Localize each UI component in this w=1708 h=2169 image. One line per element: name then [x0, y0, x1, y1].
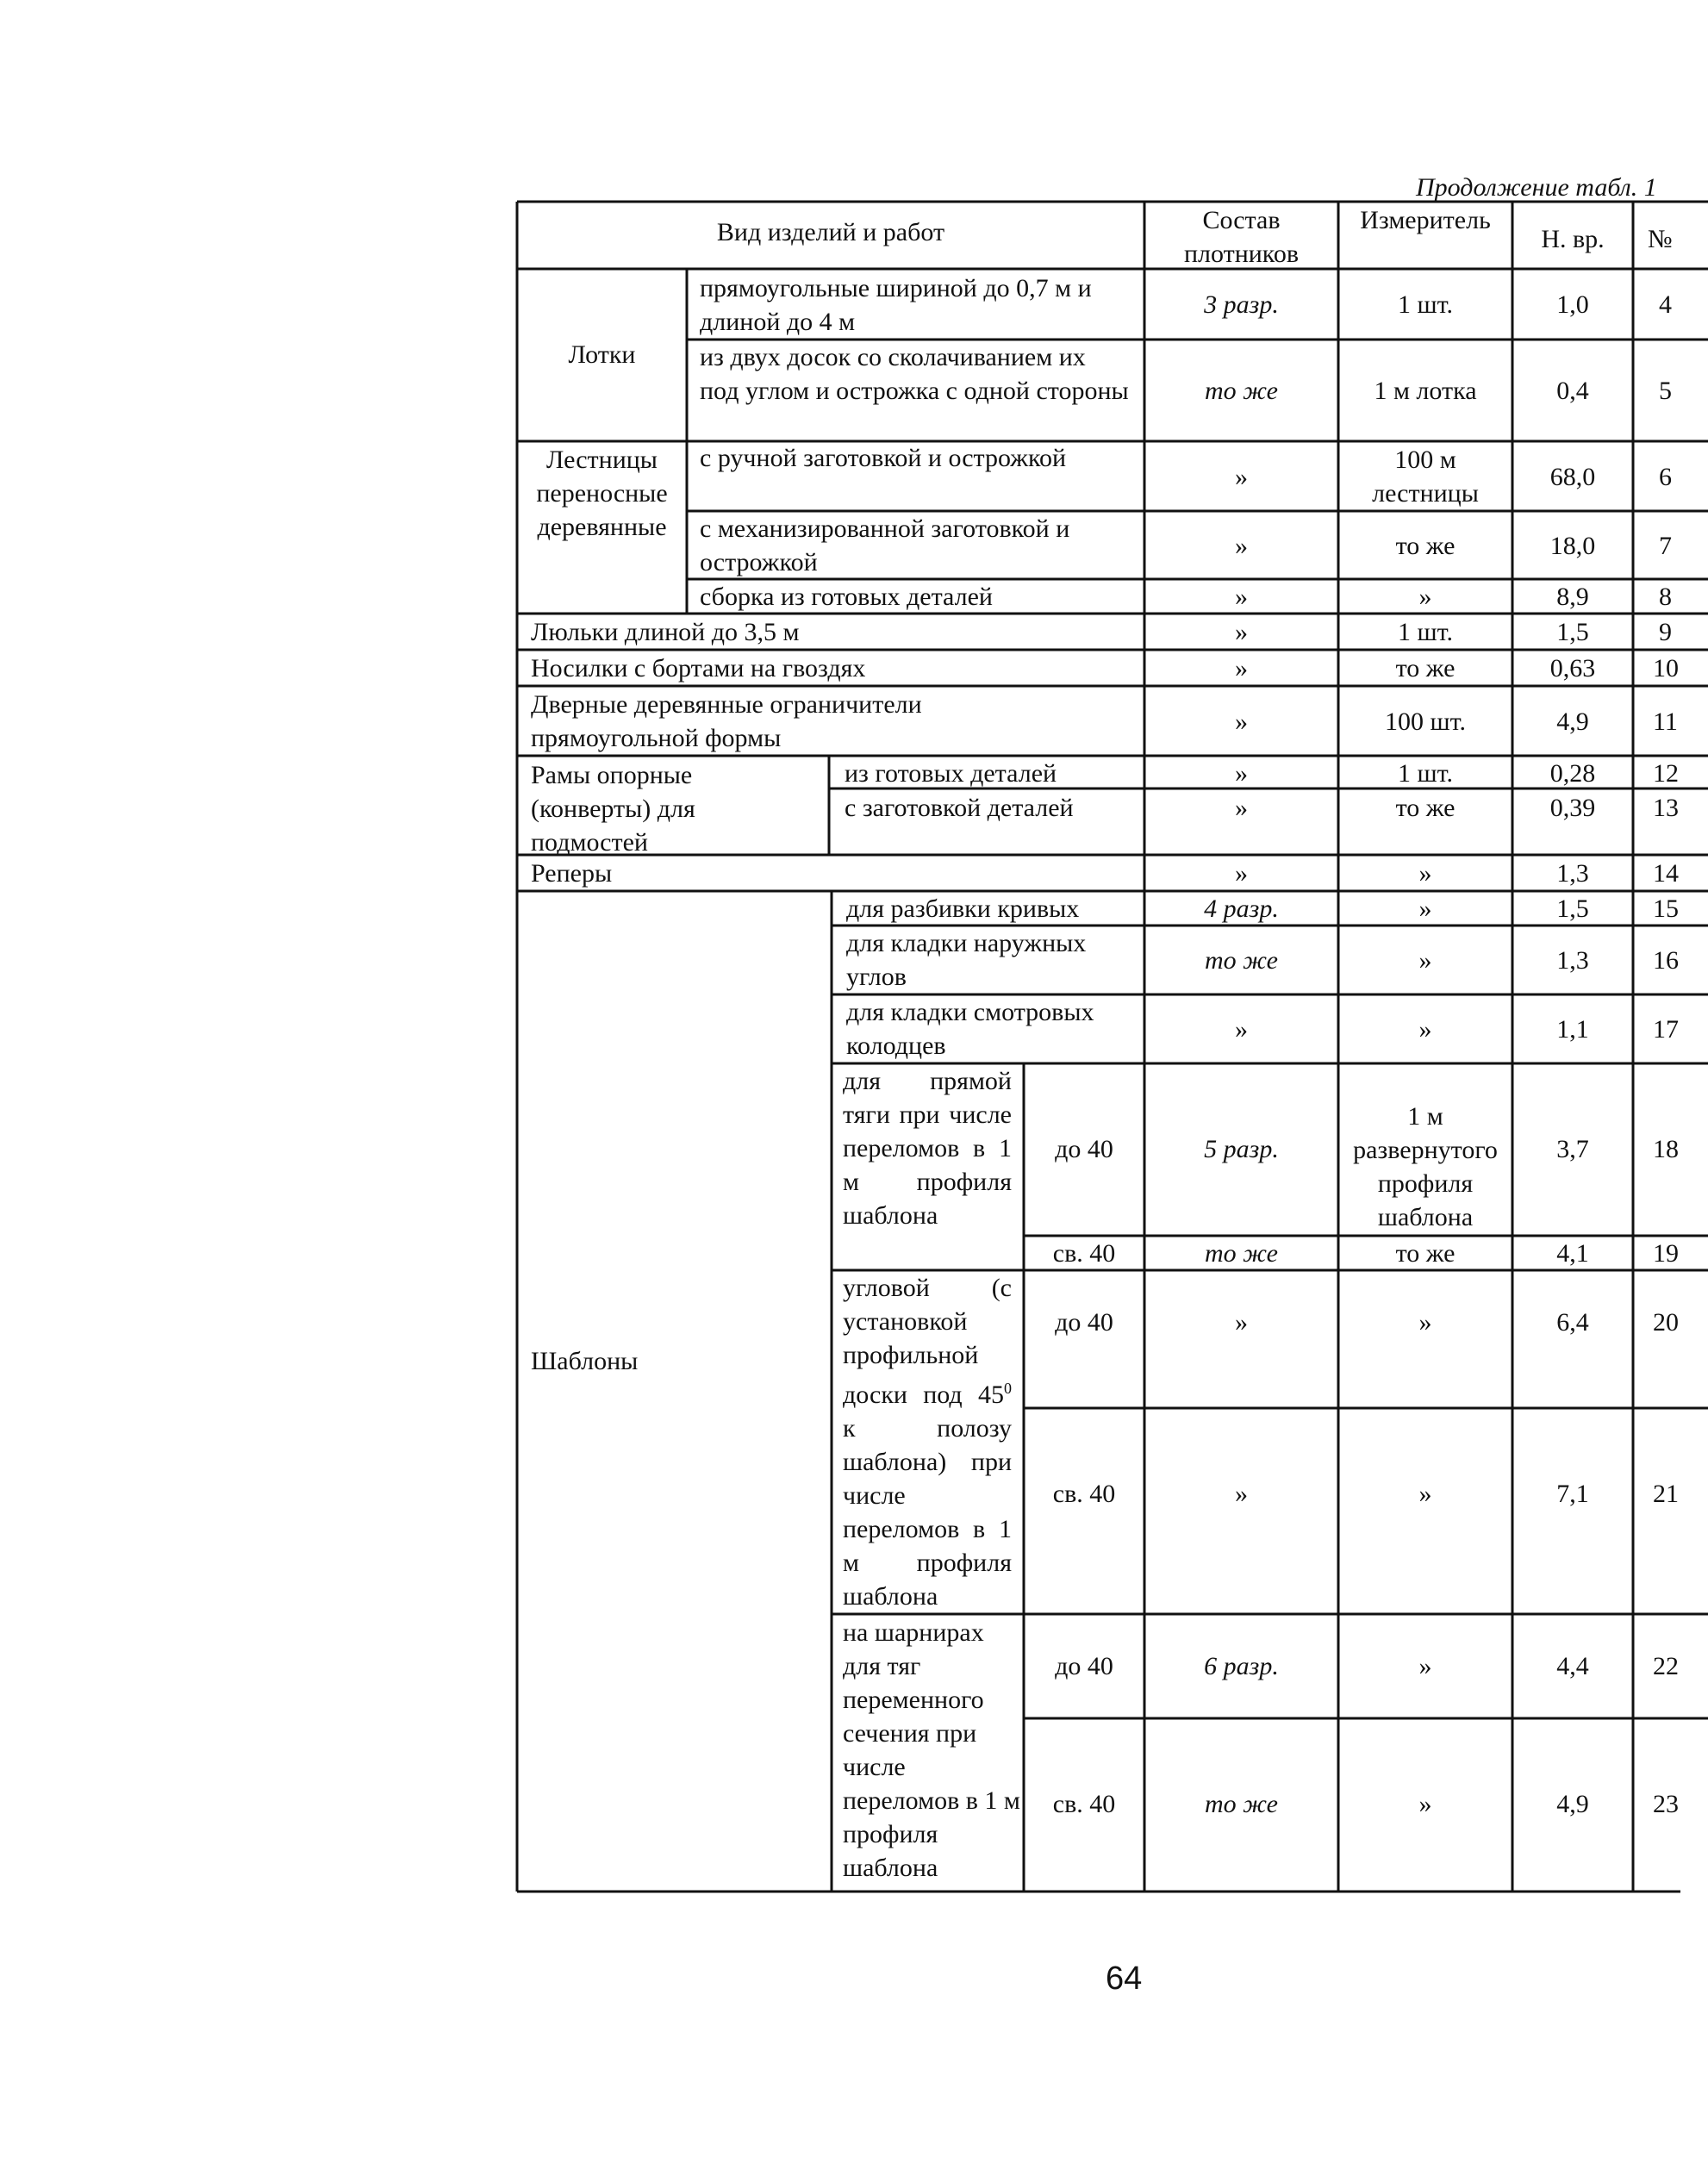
row-10-norm: 0,63: [1549, 654, 1596, 682]
row-21-crew: »: [1235, 1480, 1248, 1508]
row-15-work: для разбивки кривых: [846, 894, 1080, 923]
row-6-crew: »: [1235, 463, 1248, 491]
row-19-cond: св. 40: [1052, 1239, 1116, 1268]
row-17-norm: 1,1: [1556, 1015, 1589, 1044]
group-templates: Шаблоны: [531, 1347, 639, 1375]
row-5-unit: 1 м лотка: [1374, 377, 1477, 405]
row-15-unit: »: [1418, 894, 1432, 923]
header-unit: Измеритель: [1360, 206, 1491, 234]
row-7-num: 7: [1659, 532, 1672, 560]
row-23-num: 23: [1653, 1790, 1679, 1818]
row-14-work: Реперы: [531, 859, 613, 888]
row-10-num: 10: [1653, 654, 1679, 682]
row-16-work: для кладки наружных углов: [846, 929, 1087, 991]
row-14-unit: »: [1418, 859, 1432, 888]
row-13-unit: то же: [1395, 794, 1456, 822]
row-16-norm: 1,3: [1556, 946, 1589, 975]
row-5-work: из двух досок со сколачиванием их под углом и острожка с одной стороны: [700, 343, 1129, 405]
row-19-num: 19: [1653, 1239, 1679, 1268]
row-18-cond: до 40: [1055, 1135, 1113, 1163]
row-18-num: 18: [1653, 1135, 1679, 1163]
row-18-crew: 5 разр.: [1204, 1135, 1279, 1163]
row-15-norm: 1,5: [1556, 894, 1589, 923]
row-8-work: сборка из готовых деталей: [700, 583, 993, 611]
row-5-crew: то же: [1205, 377, 1278, 405]
row-5-num: 5: [1659, 377, 1672, 405]
row-22-cond: до 40: [1055, 1652, 1113, 1680]
row-12-unit: 1 шт.: [1398, 759, 1453, 788]
row-12-work: из готовых деталей: [845, 759, 1057, 788]
row-19-unit: то же: [1395, 1239, 1456, 1268]
row-21-unit: »: [1418, 1480, 1432, 1508]
row-20-cond: до 40: [1055, 1308, 1113, 1337]
subgroup-angular-rest: к полозу шаблона) при числе переломов в 1 м профиля шаблона: [843, 1414, 1012, 1611]
row-9-crew: »: [1235, 618, 1248, 646]
row-12-crew: »: [1235, 759, 1248, 788]
row-4-work: прямоугольные шириной до 0,7 м и длиной до 4 м: [700, 274, 1092, 336]
header-norm: Н. вр.: [1541, 225, 1605, 253]
row-10-unit: то же: [1395, 654, 1456, 682]
header-crew: Состав плотников: [1183, 206, 1300, 268]
row-11-crew: »: [1235, 707, 1248, 736]
row-6-work: с ручной заготовкой и острожкой: [700, 444, 1067, 472]
row-23-crew: то же: [1205, 1790, 1278, 1818]
row-12-norm: 0,28: [1549, 759, 1596, 788]
subgroup-hinged: на шарнирах для тяг переменного сечения при числе переломов в 1 м профиля шаблона: [843, 1618, 1020, 1882]
row-23-norm: 4,9: [1556, 1790, 1589, 1818]
row-22-crew: 6 разр.: [1204, 1652, 1279, 1680]
row-18-norm: 3,7: [1556, 1135, 1589, 1163]
row-8-unit: »: [1418, 583, 1432, 611]
row-6-num: 6: [1659, 463, 1672, 491]
row-23-unit: »: [1418, 1790, 1432, 1818]
row-21-num: 21: [1653, 1480, 1679, 1508]
row-11-work: Дверные деревянные ограничители прямоугольной формы: [531, 690, 922, 752]
row-6-norm: 68,0: [1549, 463, 1596, 491]
group-frames: Рамы опорные (конверты) для подмостей: [531, 761, 695, 857]
subgroup-angular-text: угловой (с установкой профильной доски под 45: [843, 1274, 1012, 1409]
row-18-unit: 1 м развернутого профиля шаблона: [1353, 1102, 1498, 1231]
row-13-work: с заготовкой деталей: [845, 794, 1074, 822]
row-10-work: Носилки с бортами на гвоздях: [531, 654, 866, 682]
row-17-unit: »: [1418, 1015, 1432, 1044]
row-21-cond: св. 40: [1052, 1480, 1116, 1508]
row-19-norm: 4,1: [1556, 1239, 1589, 1268]
row-7-unit: то же: [1395, 532, 1456, 560]
row-6-unit: 100 м лестницы: [1372, 446, 1479, 508]
row-15-crew: 4 разр.: [1204, 894, 1279, 923]
subgroup-angular: [843, 1271, 1012, 1613]
row-17-work: для кладки смотровых колодцев: [846, 998, 1094, 1060]
header-num: №: [1648, 225, 1673, 253]
subgroup-straight: для прямой тяги при числе переломов в 1 м профиля шаблона: [843, 1067, 1012, 1230]
subgroup-angular-sup: 0: [1004, 1380, 1012, 1397]
row-22-norm: 4,4: [1556, 1652, 1589, 1680]
row-20-crew: »: [1235, 1308, 1248, 1337]
row-5-norm: 0,4: [1556, 377, 1589, 405]
row-22-num: 22: [1653, 1652, 1679, 1680]
row-14-crew: »: [1235, 859, 1248, 888]
row-14-norm: 1,3: [1556, 859, 1589, 888]
row-13-norm: 0,39: [1549, 794, 1596, 822]
continuation-label: Продолжение табл. 1: [1416, 173, 1657, 202]
row-10-crew: »: [1235, 654, 1248, 682]
row-7-norm: 18,0: [1549, 532, 1596, 560]
row-13-crew: »: [1235, 794, 1248, 822]
row-8-num: 8: [1659, 583, 1672, 611]
row-21-norm: 7,1: [1556, 1480, 1589, 1508]
row-15-num: 15: [1653, 894, 1679, 923]
row-7-work: с механизированной заготовкой и острожкой: [700, 514, 1070, 577]
row-19-crew: то же: [1205, 1239, 1278, 1268]
row-17-crew: »: [1235, 1015, 1248, 1044]
row-17-num: 17: [1653, 1015, 1679, 1044]
row-4-norm: 1,0: [1556, 290, 1589, 319]
row-12-num: 12: [1653, 759, 1679, 788]
group-trays: Лотки: [568, 340, 636, 369]
row-9-work: Люльки длиной до 3,5 м: [531, 618, 800, 646]
row-20-norm: 6,4: [1556, 1308, 1589, 1337]
row-11-unit: 100 шт.: [1385, 707, 1466, 736]
row-4-crew: 3 разр.: [1204, 290, 1279, 319]
row-16-num: 16: [1653, 946, 1679, 975]
row-23-cond: св. 40: [1052, 1790, 1116, 1818]
row-16-unit: »: [1418, 946, 1432, 975]
row-20-unit: »: [1418, 1308, 1432, 1337]
row-9-num: 9: [1659, 618, 1672, 646]
row-8-norm: 8,9: [1556, 583, 1589, 611]
row-7-crew: »: [1235, 532, 1248, 560]
row-8-crew: »: [1235, 583, 1248, 611]
row-13-num: 13: [1653, 794, 1679, 822]
row-4-unit: 1 шт.: [1398, 290, 1453, 319]
header-work: Вид изделий и работ: [716, 218, 945, 246]
row-9-unit: 1 шт.: [1398, 618, 1453, 646]
row-20-num: 20: [1653, 1308, 1679, 1337]
row-4-num: 4: [1659, 290, 1672, 319]
row-11-norm: 4,9: [1556, 707, 1589, 736]
row-14-num: 14: [1653, 859, 1679, 888]
group-ladders: Лестницы переносные деревянные: [536, 446, 668, 541]
row-11-num: 11: [1653, 707, 1678, 736]
row-9-norm: 1,5: [1556, 618, 1589, 646]
page-number: 64: [1106, 1960, 1143, 1997]
row-16-crew: то же: [1205, 946, 1278, 975]
row-22-unit: »: [1418, 1652, 1432, 1680]
